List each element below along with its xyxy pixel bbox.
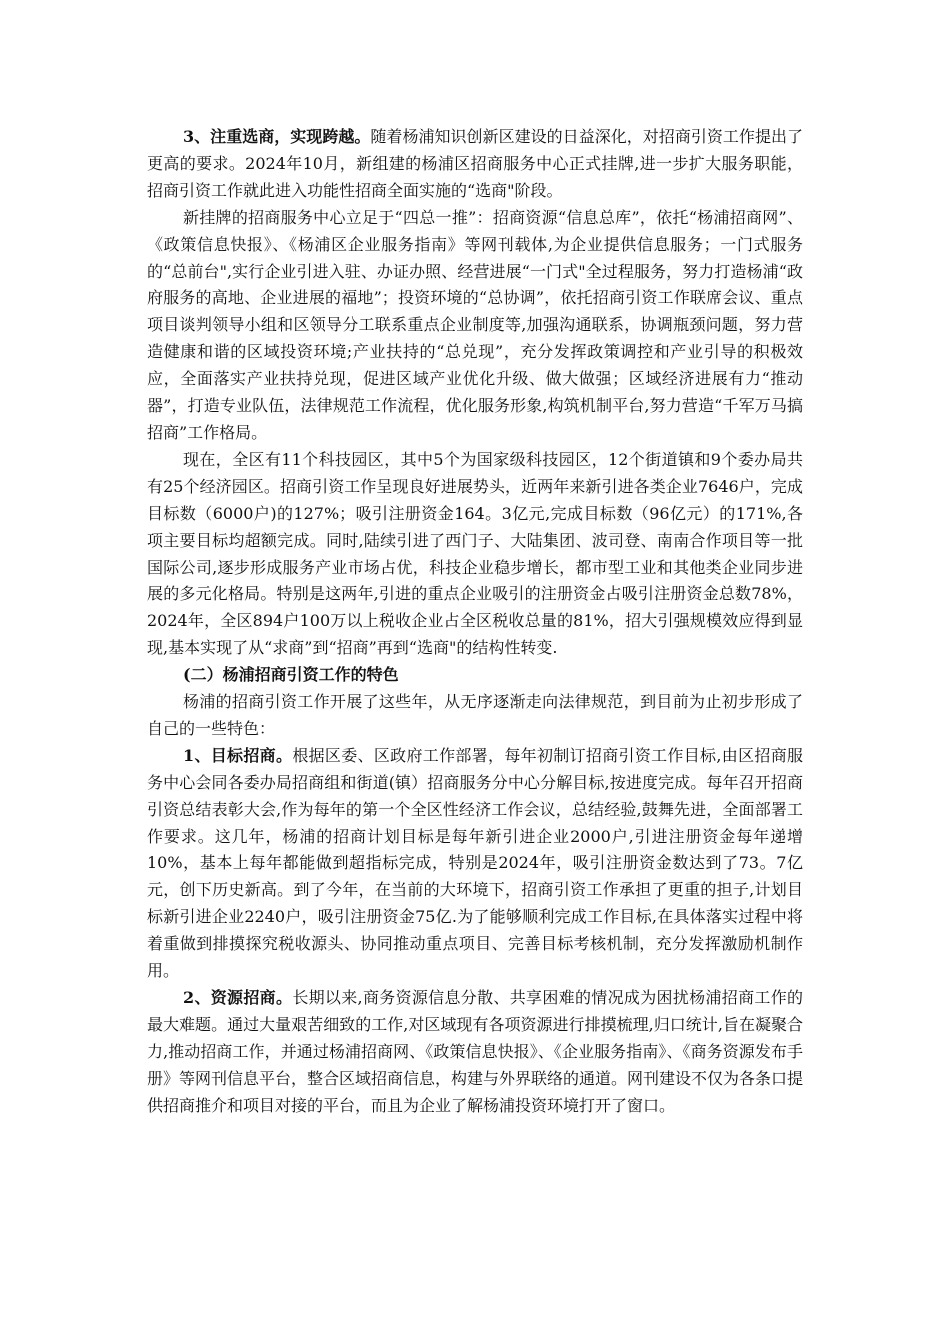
paragraph-service-center xyxy=(147,205,803,447)
section-heading-text: (二）杨浦招商引资工作的特色 xyxy=(183,665,399,685)
paragraph-lead: 3、注重选商，实现跨越。 xyxy=(183,127,371,146)
paragraph-text: 根据区委、区政府工作部署，每年初制订招商引资工作目标,由区招商服务中心会同各委办局招商组和街道(镇）招商服务分中心分解目标,按进度完成。每年召开招商引资总结表彰大会,作为每年的第一个全区性经济工作会议，总结经验,鼓舞先进，全面部署工作要求。这几年，杨浦的招商计划目标是每年新引进企业2000户,引进注册资金每年递增10%，基本上每年都能做到超指标完成，特别是2024年，吸引注册资金数达到了73。7亿元，创下历史新高。到了今年，在当前的大环境下，招商引资工作承担了更重的担子,计划目标新引进企业2240户，吸引注册资金75亿.为了能够顺利完成工作目标,在具体落实过程中将着重做到排摸探究税收源头、协同推动重点项目、完善目标考核机制，充分发挥激励机制作用。 xyxy=(147,745,803,981)
section-heading xyxy=(147,662,803,689)
paragraph-text: 长期以来,商务资源信息分散、共享困难的情况成为困扰杨浦招商工作的最大难题。通过大量艰苦细致的工作,对区域现有各项资源进行排摸梳理,归口统计,旨在凝聚合力,推动招商工作，并通过杨浦招商网、《政策信息快报》、《企业服务指南》、《商务资源发布手册》等网刊信息平台，整合区域招商信息，构建与外界联络的通道。网刊建设不仅为各条口提供招商推介和项目对接的平台，而且为企业了解杨浦投资环境打开了窗口。 xyxy=(147,988,804,1115)
paragraph-text: 杨浦的招商引资工作开展了这些年，从无序逐渐走向法律规范，到目前为止初步形成了自己的一些特色： xyxy=(147,692,803,738)
paragraph-text: 随着杨浦知识创新区建设的日益深化，对招商引资工作提出了更高的要求。2024年10月，新组建的杨浦区招商服务中心正式挂牌,进一步扩大服务职能，招商引资工作就此进入功能性招商全面实施的“选商"阶段。 xyxy=(147,127,803,200)
paragraph-selective-investment xyxy=(147,124,803,205)
paragraph-target-investment xyxy=(147,743,803,985)
paragraph-text: 现在，全区有11个科技园区，其中5个为国家级科技园区，12个街道镇和9个委办局共有25个经济园区。招商引资工作呈现良好进展势头，近两年来新引进各类企业7646户，完成目标数（6000户)的127%；吸引注册资金164。3亿元,完成目标数（96亿元）的171%,各项主要目标均超额完成。同时,陆续引进了西门子、大陆集团、波司登、南南合作项目等一批国际公司,逐步形成服务产业市场占优，科技企业稳步增长，都市型工业和其他类企业同步进展的多元化格局。特别是这两年,引进的重点企业吸引的注册资金占吸引注册资金总数78%，2024年，全区894户100万以上税收企业占全区税收总量的81%，招大引强规模效应得到显现,基本实现了从“求商”到“招商”再到“选商"的结构性转变. xyxy=(147,449,803,658)
paragraph-text: 新挂牌的招商服务中心立足于“四总一推”：招商资源“信息总库”，依托“杨浦招商网”、《政策信息快报》、《杨浦区企业服务指南》等网刊载体,为企业提供信息服务；一门式服务的“总前台",实行企业引进入驻、办证办照、经营进展“一门式"全过程服务，努力打造杨浦“政府服务的高地、企业进展的福地”；投资环境的“总协调”，依托招商引资工作联席会议、重点项目谈判领导小组和区领导分工联系重点企业制度等,加强沟通联系，协调瓶颈问题，努力营造健康和谐的区域投资环境;产业扶持的“总兑现”，充分发挥政策调控和产业引导的积极效应，全面落实产业扶持兑现，促进区域产业优化升级、做大做强；区域经济进展有力“推动器”，打造专业队伍，法律规范工作流程，优化服务形象,构筑机制平台,努力营造“千军万马搞招商”工作格局。 xyxy=(147,207,803,442)
paragraph-current-status xyxy=(147,447,803,662)
paragraph-lead: 1、目标招商。 xyxy=(183,745,293,765)
paragraph-features-intro xyxy=(147,689,803,743)
paragraph-resource-investment xyxy=(147,985,803,1120)
paragraph-lead: 2、资源招商。 xyxy=(183,988,293,1007)
